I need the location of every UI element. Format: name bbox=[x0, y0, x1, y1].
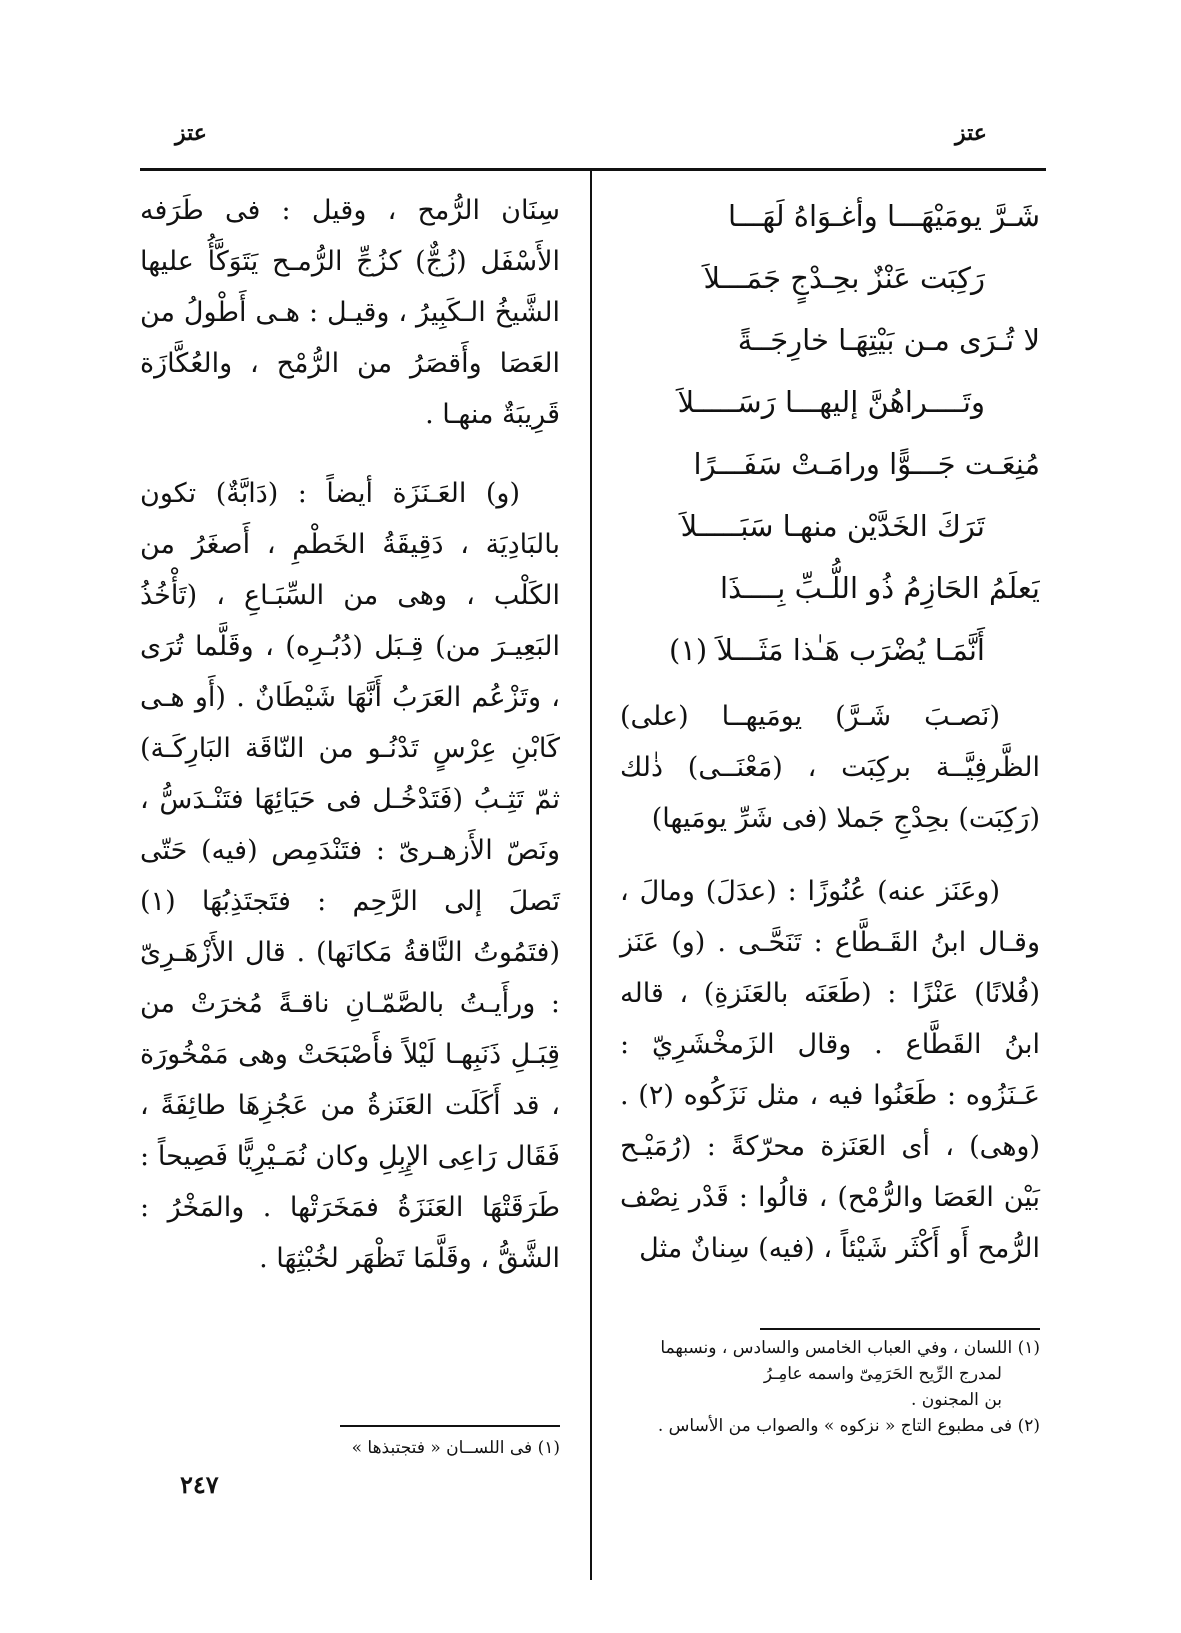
entry-paragraph: (وعَنَز عنه) عُنُوزًا : (عدَلَ) ومالَ ، وقـال ابنُ القَـطَّاع : تَنَحَّـى . (و) عَنَز (فُلانًا) عَنْزًا : (طَعَنَه بالعَنَزةِ) ، قاله ابنُ القَطَّاع . وقال الزَمخْشَرِيّ : عَـنَزُوه : طَعَنُوا فيه ، مثل نَزَكُوه (٢) . (وهى) ، أى العَنَزة محرّكةً : (رُمَيْـح بَيْن العَصَا والرُّمْح) ، قالُوا : قَدْر نِصْف الرُّمح أَو أَكْثَر شَيْئاً ، (فيه) سِنانٌ مثل bbox=[620, 876, 1041, 1264]
verse-line: وتَــــراهُنَّ إليهـــا رَسَـــــلاَ bbox=[677, 385, 985, 419]
footnote-rule-left bbox=[340, 1425, 560, 1427]
footnote: (١) اللسان ، وفي العباب الخامس والسادس ، ونسبهما bbox=[660, 1338, 1040, 1358]
verse-line: شَـرَّ يومَيْهَـــا وأغـوَاهُ لَهَـــا bbox=[728, 199, 1040, 233]
footnote-rule-right bbox=[760, 1328, 1040, 1330]
verse-line: يَعلَمُ الحَازِمُ ذُو اللُّـبِّ بِــــذَا bbox=[720, 571, 1040, 605]
entry-paragraph: (و) العَـنَزَة أيضاً : (دَابَّةٌ) تكون بالبَادِيَة ، دَقِيقَةُ الخَطْمِ ، أَصغَرُ من الكَلْب ، وهى من السِّبَـاعِ ، (تَأْخُذُ البَعِيـرَ من) قِـبَل (دُبُـرِه) ، وقَلَّما تُرَى ، وتَزْعُم العَرَبُ أَنَّهَا شَيْطَانٌ . (أَو هـى كَابْنِ عِرْسٍ تَدْنُـو من النّاقَة البَارِكَـة) ثمّ تَثِـبُ (فَتَدْخُـل فى حَيَائِهَا فتَنْـدَسُّ ، ونَصّ الأَزهـرىّ : فتَنْدَمِص (فيه) حَتّى تَصلَ إلى الرَّحِم : فتَجتَذِبُهَا (١) (فتَمُوتُ النَّاقةُ مَكانَها) . قال الأَزْهَـرِىّ : ورأَيـتُ بالصَّمّـانِ ناقـةً مُخرَتْ من قِبَـلِ ذَنَبِهـا لَيْلاً فأَصْبَحَتْ وهى مَمْخُورَة ، قد أَكَلَت العَنَزةُ من عَجُزِهَا طائِفَةً ، فَقَال رَاعِى الإِبِلِ وكان نُمَـيْرِيًّا فَصِيحاً : طَرَقَتْهَا العَنَزَةُ فمَخَرَتْها . والمَخْرُ : الشَّقُّ ، وقَلَّمَا تَظْهَر لخُبْثِهَا . bbox=[140, 478, 560, 1274]
running-header-right: عتز bbox=[955, 120, 987, 146]
footnotes-left bbox=[340, 1435, 560, 1461]
right-column bbox=[620, 185, 1040, 1274]
header-rule bbox=[140, 168, 1046, 171]
verse-line: تَرَكَ الخَدَّيْن منهـا سَبَـــــلاَ bbox=[680, 509, 985, 543]
grammar-comment-paragraph: (نَصـبَ شَـرَّ) يومَيهــا (على) الظَّرفِيَّــة بركِبَت ، (مَعْنَــى) ذٰلك (رَكِبَت) بحِدْجِ جَملا (فى شَرِّ يومَيها) bbox=[620, 701, 1040, 834]
footnote-continuation: بن المجنون . bbox=[911, 1390, 1002, 1410]
running-header-left: عتز bbox=[175, 120, 207, 146]
verse-line: مُنِعَـت جَـــوًّا ورامَـتْ سَفَـــرًا bbox=[693, 447, 1040, 481]
footnote: (١) فى اللســان « فتجتبذها » bbox=[351, 1438, 560, 1458]
footnotes-right bbox=[620, 1335, 1040, 1439]
footnote: (٢) فى مطبوع التاج « نزكوه » والصواب من الأساس . bbox=[657, 1416, 1040, 1436]
verse-line: رَكِبَت عَنْزٌ بحِـدْجٍ جَمَـــلاَ bbox=[703, 261, 985, 295]
page-number: ٢٤٧ bbox=[180, 1470, 219, 1499]
entry-paragraph: سِنَان الرُّمح ، وقيل : فى طَرَفه الأَسْفَل (زُجٌّ) كزُجِّ الرُّمـح يَتَوَكَّأُ عليها الشَّيخُ الـكَبِيرُ ، وقيـل : هـى أَطْولُ من العَصَا وأَقصَرُ من الرُّمْح ، والعُكَّازَة قَرِيبَةٌ منهـا . bbox=[140, 195, 560, 430]
verse-line: لا تُـرَى مـن بَيْتِهَـا خارِجَــةً bbox=[737, 323, 1040, 357]
left-column bbox=[140, 185, 560, 1284]
column-divider bbox=[590, 170, 592, 1580]
verse-line: أَنَّمَـا يُضْرَب هَـٰذا مَثَـــلاَ (١) bbox=[669, 633, 985, 667]
footnote-continuation: لمدرج الرِّيح الحَرَمِىّ واسمه عامِـرُ bbox=[763, 1364, 1002, 1384]
